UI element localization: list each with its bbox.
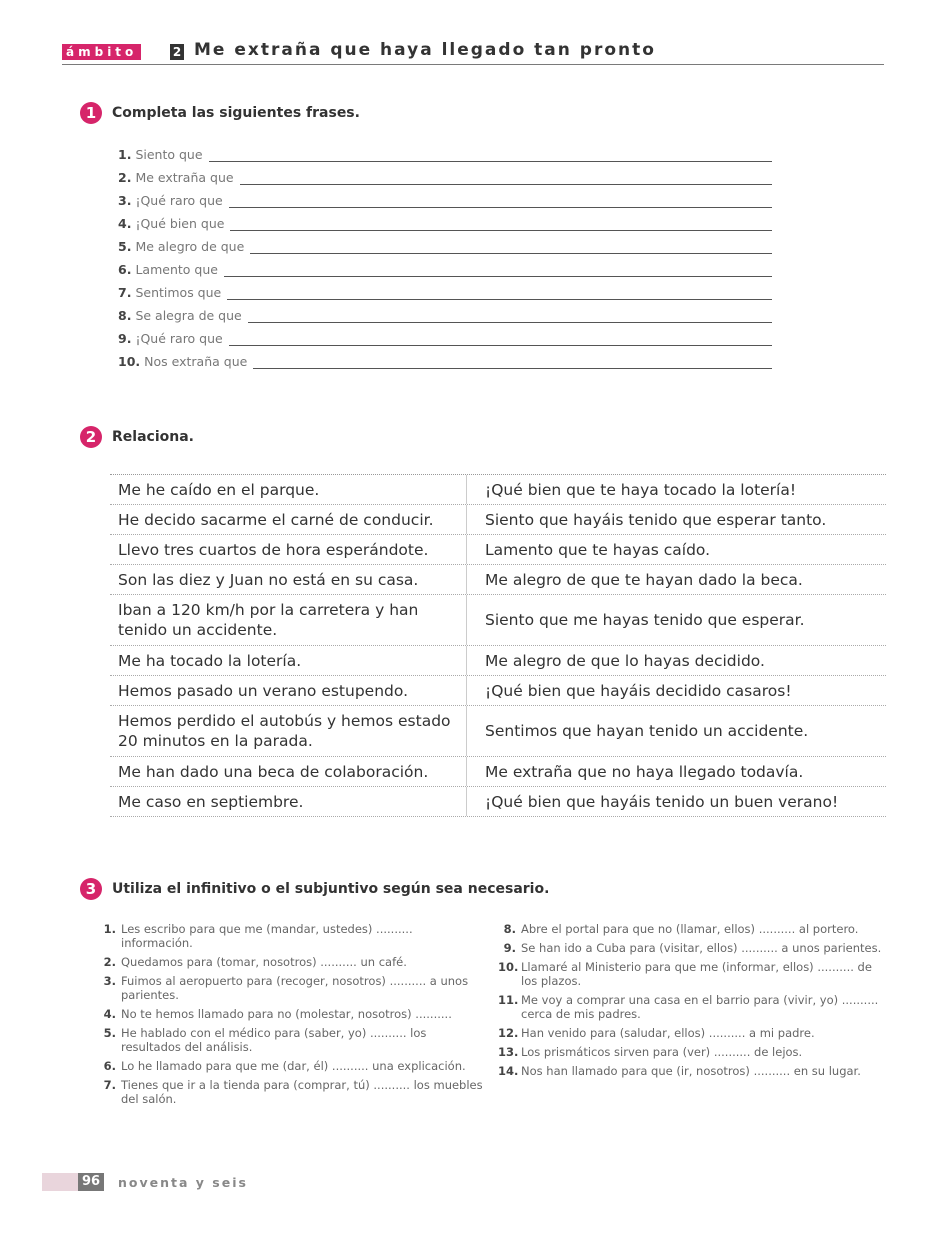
exercise-3-right-column [498, 922, 883, 1083]
item-number: 12. [498, 1026, 519, 1040]
match-left-item[interactable]: Hemos perdido el autobús y hemos estado 20 minutos en la parada. [110, 706, 467, 756]
exercise-item [498, 941, 883, 955]
match-row [110, 706, 886, 757]
match-left-item[interactable]: Me he caído en el parque. [110, 475, 467, 504]
item-number: 8. [118, 308, 132, 323]
item-text[interactable]: Me voy a comprar una casa en el barrio para (vivir, yo) .......... cerca de mis padres. [521, 993, 879, 1021]
matching-table [110, 474, 886, 817]
item-number: 5. [118, 239, 132, 254]
match-left-item[interactable]: Llevo tres cuartos de hora esperándote. [110, 535, 467, 564]
match-right-item[interactable]: ¡Qué bien que hayáis tenido un buen verano! [485, 792, 839, 811]
answer-line[interactable] [248, 310, 772, 323]
item-text[interactable]: He hablado con el médico para (saber, yo) .......... los resultados del análisis. [121, 1026, 427, 1054]
item-number: 6. [118, 262, 132, 277]
exercise-item [98, 955, 488, 969]
exercise-2-heading [80, 426, 194, 448]
item-text: ¡Qué raro que [135, 331, 223, 346]
sentence-item [118, 147, 772, 162]
page-title: Me extraña que haya llegado tan pronto [194, 40, 656, 60]
match-row [110, 757, 886, 787]
match-right-item[interactable]: Me alegro de que lo hayas decidido. [485, 651, 765, 670]
item-number: 2. [118, 170, 132, 185]
exercise-item [498, 1064, 883, 1078]
ambito-label: ámbito [62, 44, 141, 60]
match-right-item[interactable]: Me extraña que no haya llegado todavía. [485, 762, 804, 781]
sentence-item [118, 170, 772, 185]
item-text: ¡Qué raro que [135, 193, 223, 208]
sentence-item [118, 193, 772, 208]
sentence-item [118, 354, 772, 369]
exercise-item [498, 993, 883, 1021]
exercise-item [498, 922, 883, 936]
item-text[interactable]: Llamaré al Ministerio para que me (informar, ellos) .......... de los plazos. [521, 960, 872, 988]
item-text: Nos extraña que [144, 354, 248, 369]
item-number: 7. [118, 285, 132, 300]
item-number: 7. [103, 1078, 116, 1092]
item-text: ¡Qué bien que [135, 216, 225, 231]
match-left-item[interactable]: Me han dado una beca de colaboración. [110, 757, 467, 786]
exercise-item [98, 1007, 488, 1021]
match-right-item[interactable]: ¡Qué bien que hayáis decidido casaros! [485, 681, 792, 700]
match-right-item[interactable]: Siento que me hayas tenido que esperar. [485, 611, 805, 629]
item-text: Siento que [135, 147, 203, 162]
exercise-item [98, 1026, 488, 1054]
match-left-item[interactable]: Me caso en septiembre. [110, 787, 467, 816]
exercise-item [498, 1026, 883, 1040]
match-row [110, 535, 886, 565]
sentence-item [118, 285, 772, 300]
item-text: Lamento que [135, 262, 218, 277]
item-number: 4. [118, 216, 132, 231]
match-left-item[interactable]: Son las diez y Juan no está en su casa. [110, 565, 467, 594]
item-number: 5. [103, 1026, 116, 1040]
item-number: 8. [503, 922, 516, 936]
exercise-item [98, 1059, 488, 1073]
sentence-item [118, 308, 772, 323]
item-text[interactable]: Han venido para (saludar, ellos) .......... a mi padre. [521, 1026, 815, 1040]
match-row [110, 646, 886, 676]
answer-line[interactable] [209, 149, 772, 162]
exercise-number: 1 [80, 102, 102, 124]
exercise-title: Completa las siguientes frases. [112, 105, 360, 121]
item-text[interactable]: Lo he llamado para que me (dar, él) .......... una explicación. [121, 1059, 466, 1073]
item-text: Me extraña que [135, 170, 234, 185]
match-row [110, 787, 886, 817]
item-text[interactable]: Tienes que ir a la tienda para (comprar, tú) .......... los muebles del salón. [121, 1078, 483, 1106]
match-right-item[interactable]: Siento que hayáis tenido que esperar tanto. [485, 510, 827, 529]
item-number: 4. [103, 1007, 116, 1021]
exercise-item [98, 922, 488, 950]
item-number: 9. [503, 941, 516, 955]
answer-line[interactable] [229, 195, 772, 208]
answer-line[interactable] [229, 333, 772, 346]
match-left-item[interactable]: Hemos pasado un verano estupendo. [110, 676, 467, 705]
exercise-1-heading [80, 102, 360, 124]
sentence-item [118, 239, 772, 254]
ambito-number: 2 [170, 44, 184, 60]
item-text: Se alegra de que [135, 308, 242, 323]
match-row [110, 475, 886, 505]
exercise-item [98, 1078, 488, 1106]
item-text[interactable]: Fuimos al aeropuerto para (recoger, nosotros) .......... a unos parientes. [121, 974, 469, 1002]
sentence-item [118, 216, 772, 231]
item-text: Me alegro de que [135, 239, 245, 254]
match-left-item[interactable]: Me ha tocado la lotería. [110, 646, 467, 675]
match-right-item[interactable]: Sentimos que hayan tenido un accidente. [485, 722, 809, 740]
match-right-item[interactable]: ¡Qué bien que te haya tocado la lotería! [485, 480, 797, 499]
match-right-item[interactable]: Lamento que te hayas caído. [485, 540, 711, 559]
match-right-item[interactable]: Me alegro de que te hayan dado la beca. [485, 570, 803, 589]
answer-line[interactable] [227, 287, 772, 300]
item-number: 2. [103, 955, 116, 969]
item-number: 11. [498, 993, 519, 1007]
answer-line[interactable] [240, 172, 772, 185]
exercise-item [498, 1045, 883, 1059]
match-left-item[interactable]: He decido sacarme el carné de conducir. [110, 505, 467, 534]
answer-line[interactable] [224, 264, 772, 277]
footer-bar [42, 1173, 78, 1191]
exercise-item [498, 960, 883, 988]
item-number: 13. [498, 1045, 519, 1059]
item-number: 10. [498, 960, 519, 974]
item-number: 3. [118, 193, 132, 208]
page-number: 96 [78, 1173, 104, 1191]
exercise-number: 2 [80, 426, 102, 448]
item-number: 1. [118, 147, 132, 162]
item-text[interactable]: Los prismáticos sirven para (ver) .......... de lejos. [521, 1045, 803, 1059]
exercise-item [98, 974, 488, 1002]
match-row [110, 565, 886, 595]
answer-line[interactable] [253, 356, 772, 369]
sentence-item [118, 331, 772, 346]
exercise-title: Utiliza el infinitivo o el subjuntivo según sea necesario. [112, 881, 550, 897]
item-text[interactable]: Nos han llamado para que (ir, nosotros) .......... en su lugar. [521, 1064, 861, 1078]
item-text[interactable]: Se han ido a Cuba para (visitar, ellos) .......... a unos parientes. [521, 941, 882, 955]
item-text[interactable]: Abre el portal para que no (llamar, ellos) .......... al portero. [521, 922, 859, 936]
match-row [110, 505, 886, 535]
item-number: 6. [103, 1059, 116, 1073]
match-left-item[interactable]: Iban a 120 km/h por la carretera y han tenido un accidente. [110, 595, 467, 645]
sentence-item [118, 262, 772, 277]
item-text[interactable]: Les escribo para que me (mandar, ustedes) .......... información. [121, 922, 413, 950]
page-header [62, 40, 884, 65]
page-number-words: noventa y seis [118, 1175, 248, 1190]
match-row [110, 595, 886, 646]
exercise-3-left-column [98, 922, 488, 1111]
answer-line[interactable] [230, 218, 772, 231]
item-number: 10. [118, 354, 141, 369]
item-number: 14. [498, 1064, 519, 1078]
exercise-title: Relaciona. [112, 429, 194, 445]
item-text: Sentimos que [135, 285, 222, 300]
item-number: 9. [118, 331, 132, 346]
item-number: 1. [103, 922, 116, 936]
match-row [110, 676, 886, 706]
exercise-number: 3 [80, 878, 102, 900]
item-number: 3. [103, 974, 116, 988]
item-text[interactable]: Quedamos para (tomar, nosotros) .......... un café. [121, 955, 407, 969]
answer-line[interactable] [250, 241, 772, 254]
item-text[interactable]: No te hemos llamado para no (molestar, nosotros) .......... [121, 1007, 452, 1021]
exercise-3-heading [80, 878, 549, 900]
